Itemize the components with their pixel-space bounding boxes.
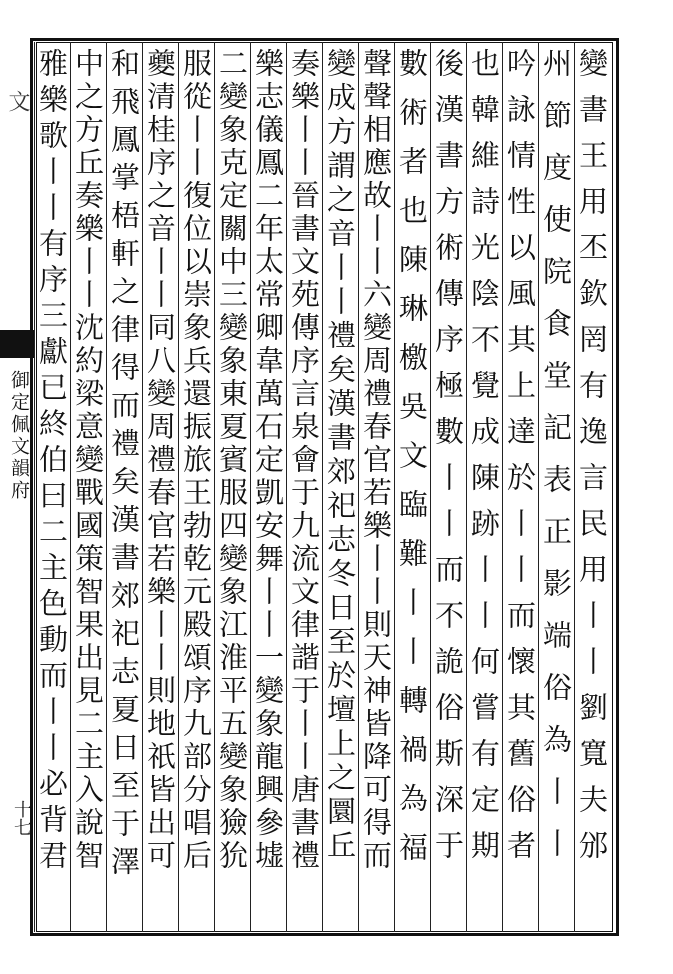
- text-column: [358, 48, 394, 873]
- column-text: 後漢書方術傳序極數丨丨而不詭俗斯深于: [431, 48, 465, 876]
- page-margin: [0, 40, 34, 930]
- column-text: 服從丨丨復位以崇象兵還振旅王勃乾元殿頌序九部分唱后: [179, 48, 213, 873]
- column-text: 樂志儀鳳二年太常卿韋萬石定凱安舞丨丨一變象龍興參墟: [251, 48, 285, 873]
- column-text: 也韓維詩光陰不覺成陳跡丨丨何嘗有定期: [467, 48, 501, 876]
- text-column: [178, 48, 214, 873]
- text-column: [70, 48, 106, 873]
- column-text: 雅樂歌丨丨有序三獻已終伯曰二主色動而丨丨必背君: [35, 48, 69, 876]
- column-text: 中之方丘奏樂丨丨沈約梁意變戰國策智果出見二主入說智: [71, 48, 105, 873]
- text-column: [574, 48, 610, 876]
- column-rule: [34, 42, 35, 932]
- black-fish-tail: [0, 330, 34, 358]
- text-column: [430, 48, 466, 876]
- column-rule: [178, 42, 179, 932]
- column-rule: [106, 42, 107, 932]
- page-number: 十七: [11, 800, 32, 836]
- text-column: [538, 48, 574, 880]
- column-text: 變書王用丕欽罔有逸言民用丨丨劉寬夫邠: [575, 48, 609, 876]
- book-title: 御定佩文韻府: [8, 370, 30, 502]
- column-rule: [502, 42, 503, 932]
- column-rule: [214, 42, 215, 932]
- text-column: [394, 48, 430, 881]
- text-column: [286, 48, 322, 873]
- column-text: 和飛鳳掌梧軒之律得而禮矣漢書郊祀志夏日至于澤: [107, 48, 141, 884]
- column-rule: [466, 42, 467, 932]
- text-column: [214, 48, 250, 873]
- column-text: 州節度使院食堂記表正影端俗為丨丨: [539, 48, 573, 880]
- column-rule: [430, 42, 431, 932]
- column-text: 聲聲相應故丨丨六變周禮春官若樂丨丨則天神皆降可得而: [359, 48, 393, 873]
- column-rule: [322, 42, 323, 932]
- text-column: [466, 48, 502, 876]
- text-column: [106, 48, 142, 884]
- text-column: [322, 48, 358, 864]
- column-rule: [286, 42, 287, 932]
- text-column: [34, 48, 70, 876]
- column-rule: [394, 42, 395, 932]
- column-text: 夔清桂序之音丨丨同八變周禮春官若樂丨丨則地祇皆出可: [143, 48, 177, 873]
- column-rule: [70, 42, 71, 932]
- text-column: [142, 48, 178, 873]
- column-text: 變成方謂之音丨丨禮矣漢書郊祀志冬日至於壇上之圜丘: [323, 48, 357, 864]
- column-rule: [250, 42, 251, 932]
- column-text: 奏樂丨丨晉書文苑傳序言泉會于九流文律諧于丨丨唐書禮: [287, 48, 321, 873]
- text-column: [502, 48, 538, 876]
- column-text: 數術者也陳琳檄吳文臨難丨丨轉禍為福: [395, 48, 429, 881]
- column-text: 吟詠情性以風其上達於丨丨而懷其舊俗者: [503, 48, 537, 876]
- fish-tail-mark: 文: [5, 90, 30, 118]
- column-rule: [538, 42, 539, 932]
- column-rule: [142, 42, 143, 932]
- text-column: [250, 48, 286, 873]
- column-text: 二變象克定關中三變象東夏賓服四變象江淮平五變象獫狁: [215, 48, 249, 873]
- column-rule: [574, 42, 575, 932]
- column-rule: [358, 42, 359, 932]
